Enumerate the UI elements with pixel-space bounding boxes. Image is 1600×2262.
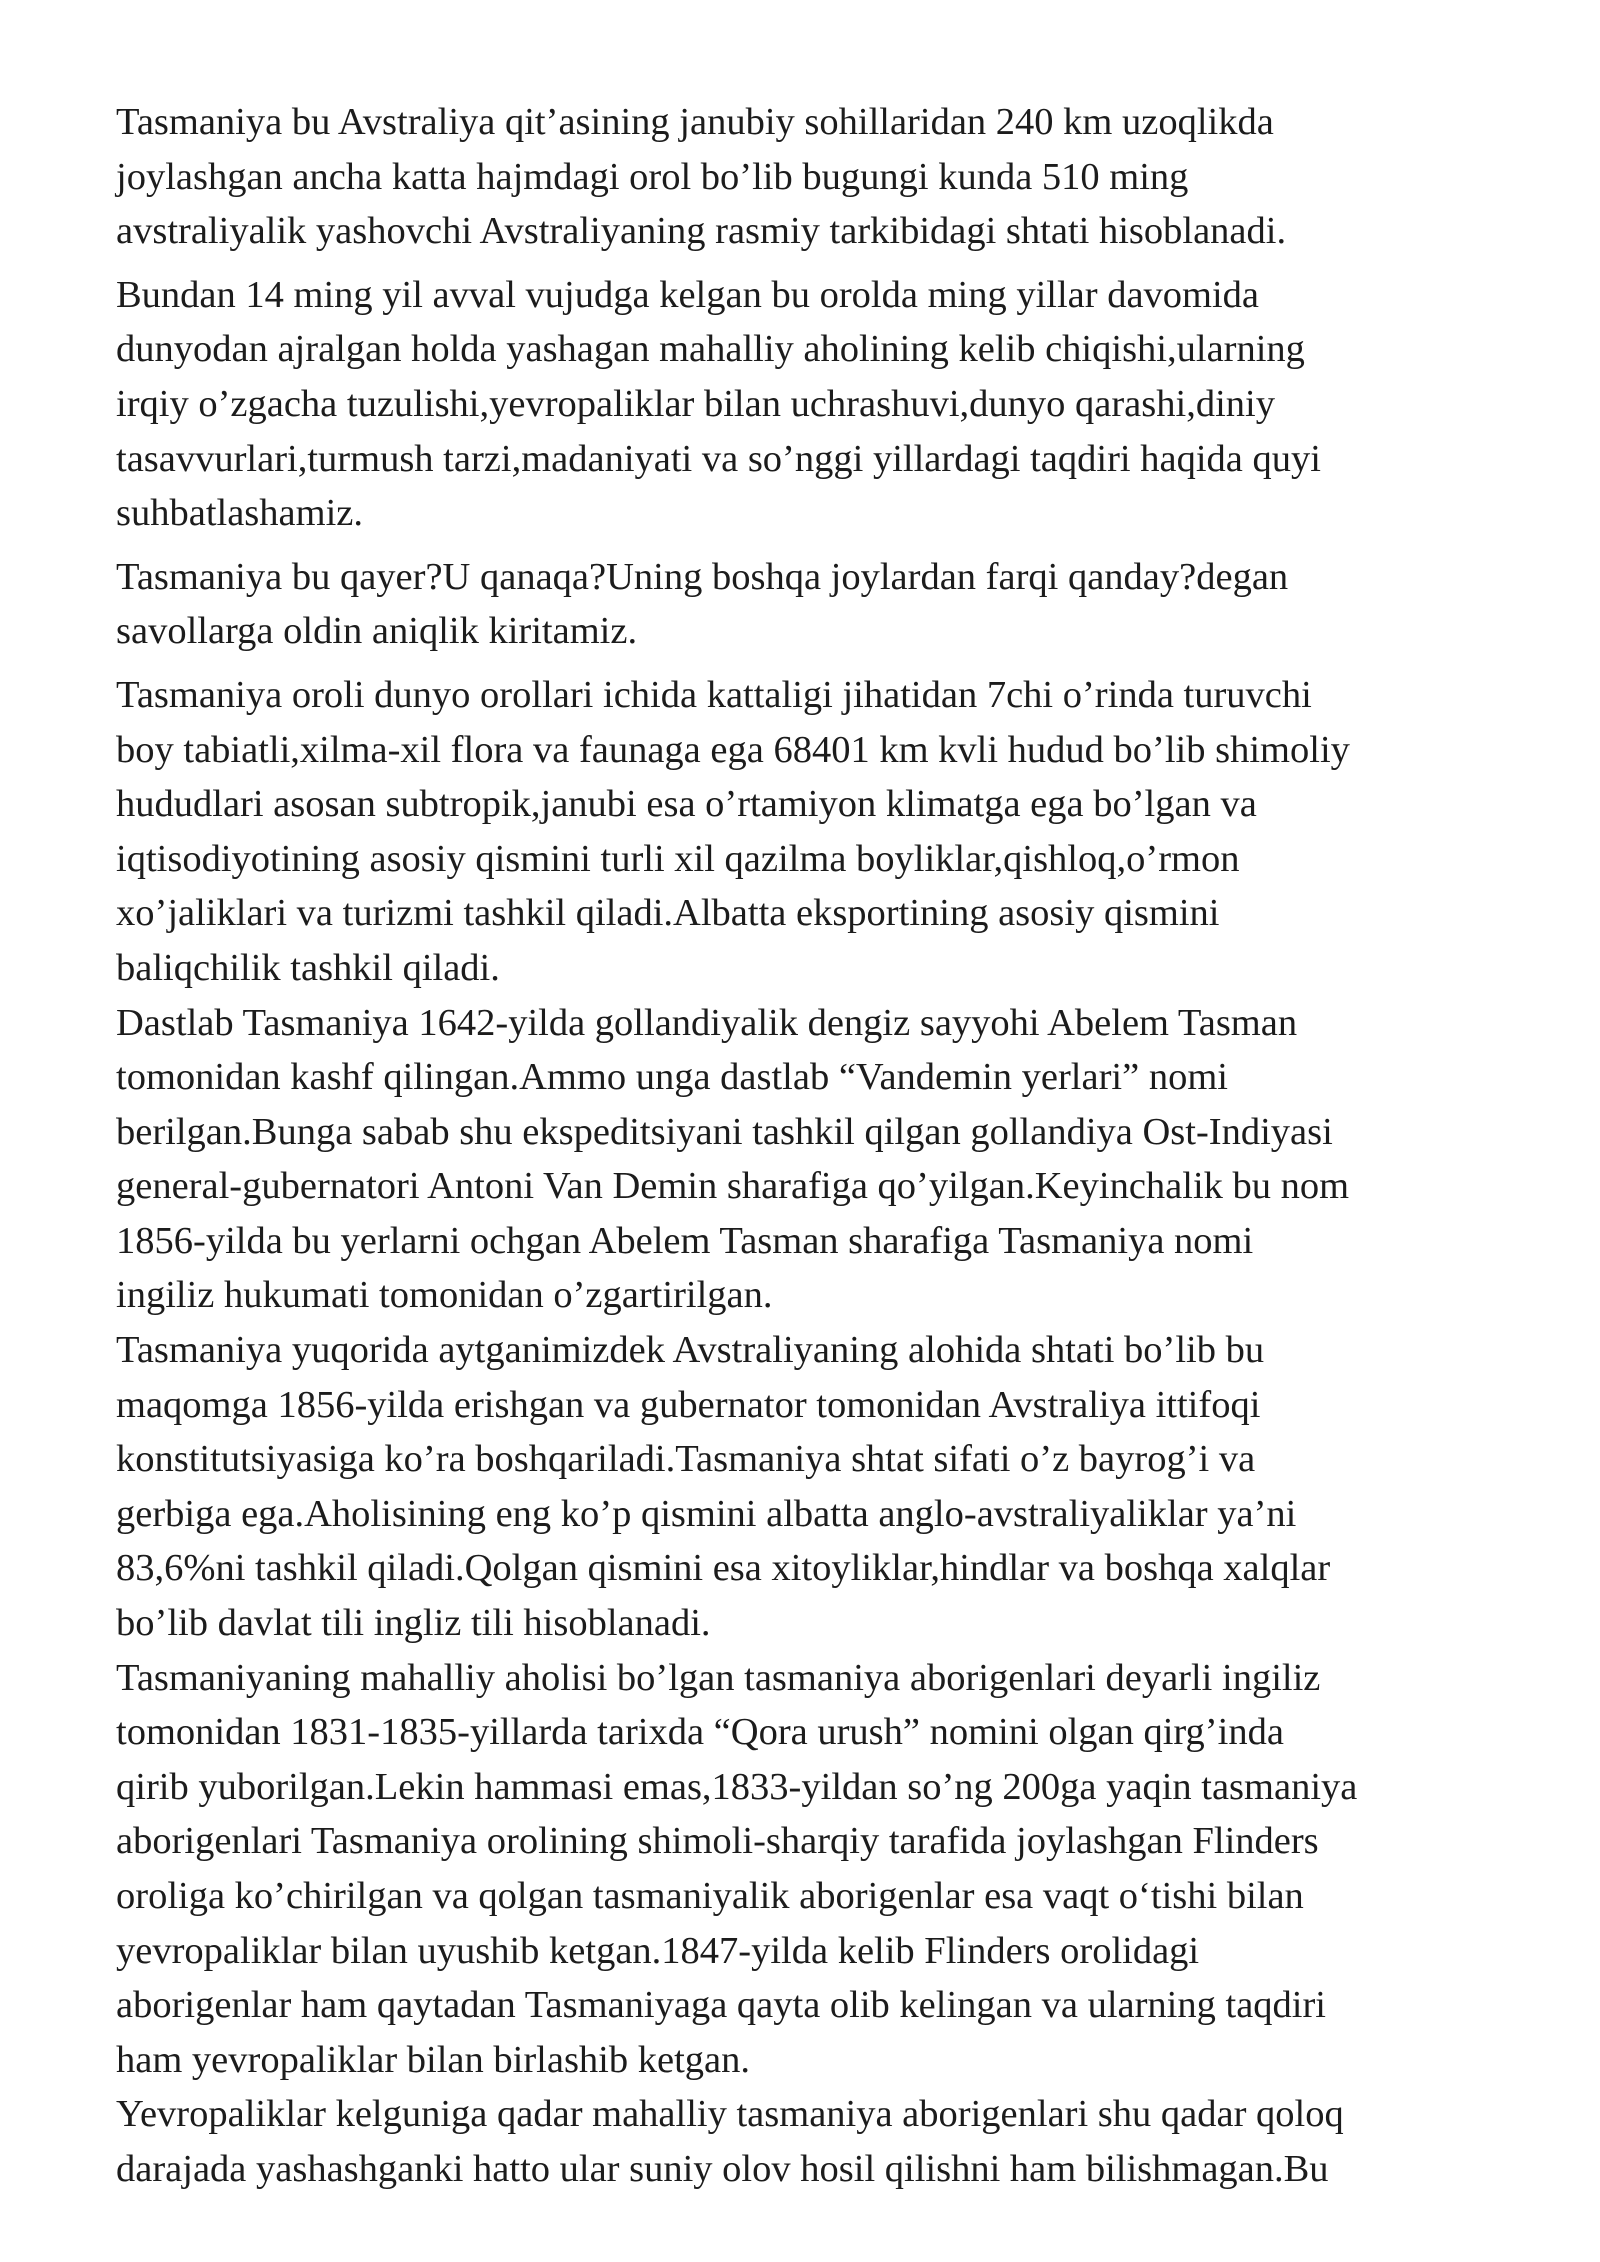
text-line: tomonidan kashf qilingan.Ammo unga dastlab “Vandemin yerlari” nomi — [116, 1056, 1228, 1099]
text-line: avstraliyalik yashovchi Avstraliyaning rasmiy tarkibidagi shtati hisoblanadi. — [116, 210, 1287, 253]
text-line: dunyodan ajralgan holda yashagan mahalliy aholining kelib chiqishi,ularning — [116, 328, 1305, 371]
text-line: joylashgan ancha katta hajmdagi orol bo’lib bugungi kunda 510 ming — [116, 155, 1189, 198]
paragraph-intro — [116, 95, 1516, 259]
paragraph-geography — [116, 668, 1516, 996]
paragraph-questions — [116, 550, 1516, 659]
text-line: ingiliz hukumati tomonidan o’zgartirilgan. — [116, 1274, 773, 1317]
paragraph-before-europeans — [116, 2087, 1516, 2196]
text-line: oroliga ko’chirilgan va qolgan tasmaniyalik aborigenlar esa vaqt o‘tishi bilan — [116, 1875, 1304, 1917]
text-line: Tasmaniya bu Avstraliya qit’asining janubiy sohillaridan 240 km uzoqlikda — [116, 101, 1274, 143]
text-line: maqomga 1856-yilda erishgan va gubernator tomonidan Avstraliya ittifoqi — [116, 1383, 1261, 1426]
text-line: savollarga oldin aniqlik kiritamiz. — [116, 610, 638, 653]
text-line: 1856-yilda bu yerlarni ochgan Abelem Tasman sharafiga Tasmaniya nomi — [116, 1219, 1254, 1262]
paragraph-aborigines — [116, 1651, 1516, 2088]
text-line: darajada yashashganki hatto ular suniy olov hosil qilishni ham bilishmagan.Bu — [116, 2147, 1329, 2190]
text-line: Yevropaliklar kelguniga qadar mahalliy tasmaniya aborigenlari shu qadar qoloq — [116, 2093, 1344, 2136]
paragraph-state — [116, 1323, 1516, 1651]
text-line: berilgan.Bunga sabab shu ekspeditsiyani tashkil qilgan gollandiya Ost-Indiyasi — [116, 1110, 1333, 1153]
paragraph-overview — [116, 268, 1516, 541]
document-body — [116, 95, 1516, 2197]
text-line: 83,6%ni tashkil qiladi.Qolgan qismini esa xitoyliklar,hindlar va boshqa xalqlar — [116, 1547, 1331, 1590]
text-line: yevropaliklar bilan uyushib ketgan.1847-yilda kelib Flinders orolidagi — [116, 1929, 1200, 1972]
text-line: Bundan 14 ming yil avval vujudga kelgan bu orolda ming yillar davomida — [116, 273, 1260, 316]
text-line: qirib yuborilgan.Lekin hammasi emas,1833-yildan so’ng 200ga yaqin tasmaniya — [116, 1765, 1358, 1808]
text-line: Tasmaniya oroli dunyo orollari ichida kattaligi jihatidan 7chi o’rinda turuvchi — [116, 673, 1312, 716]
text-line: aborigenlar ham qaytadan Tasmaniyaga qayta olib kelingan va ularning taqdiri — [116, 1984, 1327, 2027]
text-line: xo’jaliklari va turizmi tashkil qiladi.Albatta eksportining asosiy qismini — [116, 892, 1220, 935]
text-line: boy tabiatli,xilma-xil flora va faunaga ega 68401 km kvli hudud bo’lib shimoliy — [116, 728, 1350, 771]
text-line: ham yevropaliklar bilan birlashib ketgan. — [116, 2038, 750, 2081]
text-line: bo’lib davlat tili ingliz tili hisoblanadi. — [116, 1602, 711, 1645]
text-line: iqtisodiyotining asosiy qismini turli xil qazilma boyliklar,qishloq,o’rmon — [116, 837, 1240, 880]
text-line: konstitutsiyasiga ko’ra boshqariladi.Tasmaniya shtat sifati o’z bayrog’i va — [116, 1438, 1256, 1481]
text-line: baliqchilik tashkil qiladi. — [116, 946, 500, 989]
text-line: tomonidan 1831-1835-yillarda tarixda “Qora urush” nomini olgan qirg’inda — [116, 1711, 1284, 1754]
text-line: Tasmaniya yuqorida aytganimizdek Avstraliyaning alohida shtati bo’lib bu — [116, 1329, 1265, 1372]
text-line: hududlari asosan subtropik,janubi esa o’rtamiyon klimatga ega bo’lgan va — [116, 783, 1257, 826]
text-line: tasavvurlari,turmush tarzi,madaniyati va so’nggi yillardagi taqdiri haqida quyi — [116, 437, 1321, 480]
text-line: aborigenlari Tasmaniya orolining shimoli-sharqiy tarafida joylashgan Flinders — [116, 1820, 1319, 1863]
text-line: suhbatlashamiz. — [116, 492, 363, 535]
text-line: general-gubernatori Antoni Van Demin sharafiga qo’yilgan.Keyinchalik bu nom — [116, 1165, 1350, 1208]
text-line: Tasmaniyaning mahalliy aholisi bo’lgan tasmaniya aborigenlari deyarli ingiliz — [116, 1656, 1321, 1699]
text-line: Dastlab Tasmaniya 1642-yilda gollandiyalik dengiz sayyohi Abelem Tasman — [116, 1001, 1298, 1044]
text-line: Tasmaniya bu qayer?U qanaqa?Uning boshqa joylardan farqi qanday?degan — [116, 555, 1289, 598]
paragraph-discovery — [116, 996, 1516, 1324]
text-line: irqiy o’zgacha tuzulishi,yevropaliklar bilan uchrashuvi,dunyo qarashi,diniy — [116, 382, 1275, 425]
text-line: gerbiga ega.Aholisining eng ko’p qismini albatta anglo-avstraliyaliklar ya’ni — [116, 1492, 1297, 1535]
